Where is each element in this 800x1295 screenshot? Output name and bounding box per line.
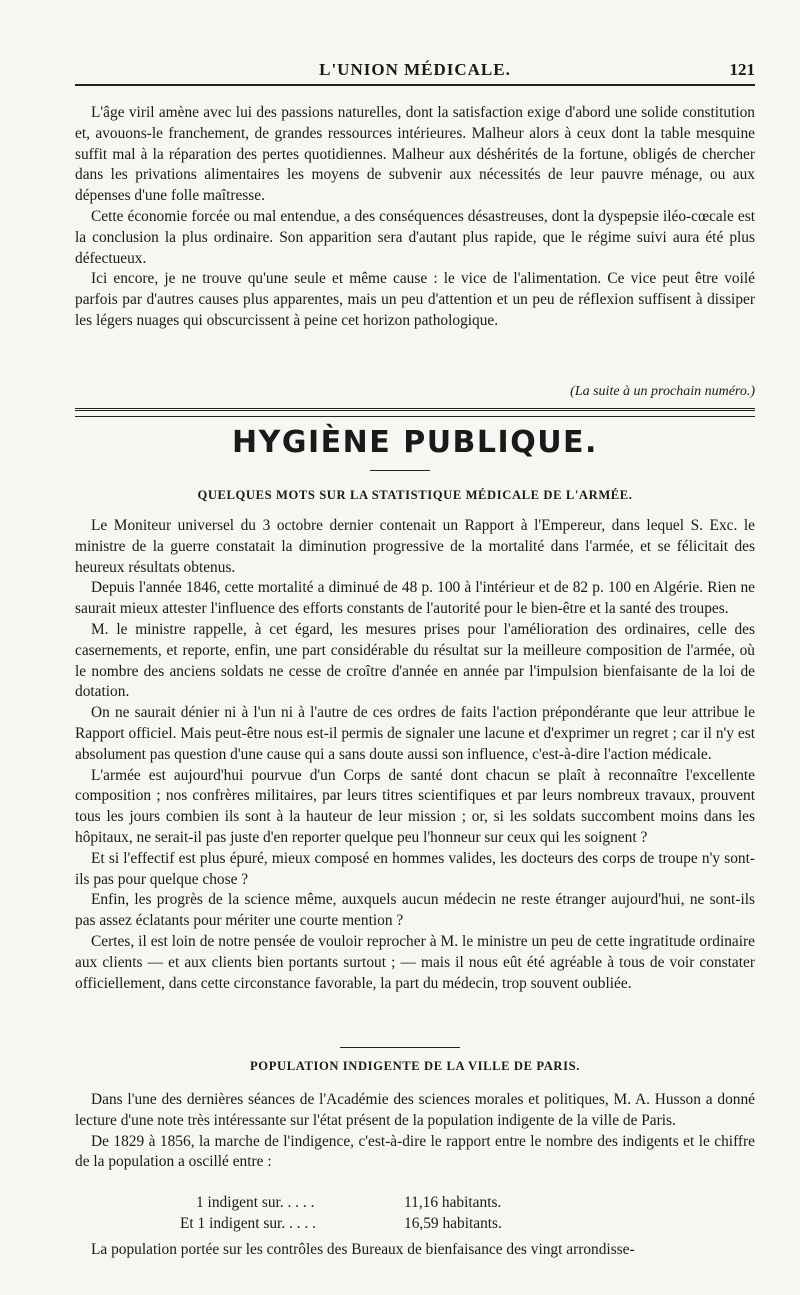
article-heading: POPULATION INDIGENTE DE LA VILLE DE PARIS.: [250, 1059, 580, 1073]
continuation-note: (La suite à un prochain numéro.): [570, 384, 755, 399]
ratio-label: Et 1 indigent sur. . . . .: [180, 1215, 316, 1232]
running-head: [75, 58, 755, 86]
article-heading: QUELQUES MOTS SUR LA STATISTIQUE MÉDICALE DE L'ARMÉE.: [197, 488, 633, 502]
ratio-row: [0, 1213, 755, 1234]
ratio-label: 1 indigent sur. . . . .: [196, 1194, 315, 1211]
paragraph: Et si l'effectif est plus épuré, mieux composé en hommes valides, les docteurs des corps de troupe n'y sont-ils pas pour quelque chose ?: [75, 849, 755, 888]
paragraph: Depuis l'année 1846, cette mortalité a diminué de 48 p. 100 à l'intérieur et de 82 p. 100 en Algérie. Rien ne saurait mieux attester l'influence des efforts constants de l'autorité pour le bien-être et la santé des troupes.: [75, 579, 755, 618]
paragraph: Le Moniteur universel du 3 octobre dernier contenait un Rapport à l'Empereur, dans lequel S. Exc. le ministre de la guerre constatait la diminution progressive de la mortalité dans l'armée, et se félicitait des heureux résultats obtenus.: [75, 517, 755, 576]
paragraph: Ici encore, je ne trouve qu'une seule et même cause : le vice de l'alimentation. Ce vice peut être voilé parfois par d'autres causes plus apparentes, mais un peu d'attention et un peu de réflexion suffisent à dissiper les légers nuages qui obscurcissent à peine cet horizon pathologique.: [75, 270, 755, 329]
ratio-row: [0, 1192, 755, 1213]
running-title: L'UNION MÉDICALE.: [319, 60, 511, 79]
paragraph: L'âge viril amène avec lui des passions naturelles, dont la satisfaction exige d'abord une solide constitution et, avouons-le franchement, de grandes ressources intérieures. Malheur alors à ceux dont la table mesquine suffit mal à la réparation des pertes quotidiennes. Malheur aux déshérités de la fortune, obligés de chercher dans les privations alimentaires les moyens de subvenir aux nécessités de leur pauvre ménage, ou aux dépenses d'une folle maîtresse.: [75, 104, 755, 205]
paragraph: Enfin, les progrès de la science même, auxquels aucun médecin ne reste étranger aujourd'hui, ne sont-ils pas assez éclatants pour mériter une courte mention ?: [75, 891, 755, 930]
ratio-value: 11,16 habitants.: [404, 1194, 502, 1211]
paragraph: La population portée sur les contrôles des Bureaux de bienfaisance des vingt arrondisse-: [91, 1241, 635, 1258]
paragraph: Certes, il est loin de notre pensée de vouloir reprocher à M. le ministre un peu de cette ingratitude ordinaire aux clients — et aux clients bien portants surtout ; — mais il nous eût été agréable à tous de voir constater officiellement, dans cette circonstance favorable, la part du médecin, trop souvent oubliée.: [75, 932, 755, 992]
paragraph: Cette économie forcée ou mal entendue, a des conséquences désastreuses, dont la dyspepsie iléo-cœcale est la conclusion la plus ordinaire. Son apparition sera d'autant plus rapide, que le régime suivi aura été plus défectueux.: [75, 207, 755, 267]
paragraph: Dans l'une des dernières séances de l'Académie des sciences morales et politiques, M. A. Husson a donné lecture d'une note très intéressante sur l'état présent de la population indigente de la ville de Paris.: [75, 1091, 755, 1129]
article-body: [75, 516, 755, 994]
section-divider: [75, 408, 755, 411]
short-divider: [340, 1047, 460, 1048]
paragraph: M. le ministre rappelle, à cet égard, les mesures prises pour l'amélioration des ordinaires, celle des casernements, et reporte, enfin, une part considérable du résultat sur la meilleure composition de l'armée, où le nombre des anciens soldats ne cesse de croître d'année en année par l'impulsion bienfaisante de la loi de dotation.: [75, 620, 755, 701]
paragraph: De 1829 à 1856, la marche de l'indigence, c'est-à-dire le rapport entre le nombre des indigents et le chiffre de la population a oscillé entre :: [75, 1132, 755, 1171]
section-divider-thin: [75, 416, 755, 417]
section-title: HYGIÈNE PUBLIQUE.: [232, 425, 598, 460]
page-number: 121: [729, 60, 755, 79]
short-divider: [370, 470, 430, 471]
article-body-tail: [75, 1240, 755, 1261]
ratio-table: [0, 1192, 755, 1234]
ratio-value: 16,59 habitants.: [404, 1215, 502, 1232]
paragraph: On ne saurait dénier ni à l'un ni à l'autre de ces ordres de faits l'action prépondérante que leur attribue le Rapport officiel. Mais peut-être nous est-il permis de signaler une lacune et d'exprimer un regret ; car il n'y est absolument pas question d'une cause qui a sans doute aussi son influence, c'est-à-dire l'action médicale.: [75, 704, 755, 763]
paragraph: L'armée est aujourd'hui pourvue d'un Corps de santé dont chacun se plaît à reconnaître l'excellente composition ; nos confrères militaires, par leurs titres scientifiques et par leurs nombreux travaux, prouvent tous les jours combien ils sont à la hauteur de leur mission ; or, si les soldats succombent moins dans les hôpitaux, ne serait-il pas juste d'en reporter quelque peu l'honneur sur ceux qui les soignent ?: [75, 766, 755, 846]
opening-text: [75, 103, 755, 332]
article-body: [75, 1090, 755, 1173]
